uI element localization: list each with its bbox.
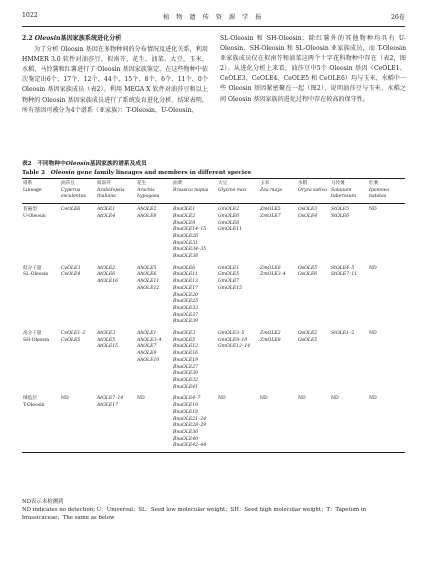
gene-name: CeOLE4 xyxy=(61,272,81,278)
not-detected-label: ND xyxy=(61,396,69,402)
gene-name: AhOLE2 xyxy=(137,207,157,213)
column-header-en: Solanum tuberosum xyxy=(331,187,357,200)
section-title-italic: Oleosin xyxy=(34,35,61,42)
body-paragraph-right: SL-Oleosin 和 SH-Oleosin；除红薯外的其他物种均具有 U-Oleosin、SH-Oleosin 和 SL-Oleosin 亚家族成员，而 T-Oleosin 亚家族成员仅在拟南芥和油菜这两个十字花科物种中存在（表2，图2）。从进化分析上来看，油莎豆中5个 Oleosin 基因（CeOLE1、CeOLE3、CeOLE4、CeOLE5 和 CeOLE6）均与玉米、水稻中一些 Oleosin 基因紧密聚在一起（图2），说明油莎豆与玉米、水稻之间 Oleosin 基因家族的进化过程中存在较高的保守性。 xyxy=(220,35,406,103)
gene-cell xyxy=(368,328,405,393)
not-detected-label: ND xyxy=(331,396,339,402)
gene-name: StOLE7–11 xyxy=(331,272,358,278)
table-caption-cn xyxy=(22,160,405,169)
gene-cell xyxy=(96,328,136,393)
gene-cell xyxy=(368,204,405,263)
gene-name: BnaOLE20 xyxy=(173,292,199,298)
caption-cn-suffix: 基因家族的谱系及成员 xyxy=(89,161,147,167)
gene-cell xyxy=(259,204,297,263)
gene-name: OsOLE2 xyxy=(298,331,318,337)
gene-name: ZmOLE3–4 xyxy=(260,272,286,278)
column-header xyxy=(136,179,172,204)
gene-name: GmOLE3–5 xyxy=(218,331,245,337)
gene-cell xyxy=(330,328,368,393)
gene-name: BnaOLE6 xyxy=(173,265,196,271)
gene-name: BnaOLE36 xyxy=(173,429,199,435)
column-header xyxy=(330,179,368,204)
header-rule xyxy=(22,26,405,27)
gene-cell xyxy=(136,204,172,263)
gene-name: BnaOLE27 xyxy=(173,364,199,370)
gene-cell xyxy=(172,263,217,328)
gene-name: ZmOLE8 xyxy=(260,337,281,343)
column-header xyxy=(96,179,136,204)
column-header-en: Zea mays xyxy=(260,187,283,193)
gene-name: StOLE4–5 xyxy=(331,265,355,271)
gene-cell xyxy=(217,328,259,393)
gene-name: BnaOLE25 xyxy=(173,299,199,305)
gene-name: AhOLE10 xyxy=(137,357,160,363)
gene-name: AtOLE1 xyxy=(97,207,116,213)
gene-cell xyxy=(259,328,297,393)
gene-name: ZmOLE2 xyxy=(260,331,281,337)
gene-name: AtOLE15 xyxy=(97,344,119,350)
not-detected-label: ND xyxy=(218,396,226,402)
column-header-cn: 水稻 xyxy=(298,181,308,186)
gene-name: ZmOLE7 xyxy=(260,213,281,219)
gene-name: BnaOLE42–44 xyxy=(173,443,207,449)
gene-cell xyxy=(172,393,217,452)
not-detected-label: ND xyxy=(369,207,377,213)
gene-name: AhOLE11 xyxy=(137,279,160,285)
gene-cell xyxy=(259,393,297,452)
note-en: ND indicates no detection; U：Universal；SL：Seed low molecular weight；SH：Seed high molecular weight；T：Tapetum in brassicaceae；The same as below xyxy=(22,507,367,521)
gene-name: BnaOLE31 xyxy=(173,240,199,246)
gene-name: GmOLE11 xyxy=(218,227,243,233)
gene-name: BnaOLE38 xyxy=(173,254,199,260)
section-title-rest: 基因家族系统进化分析 xyxy=(60,35,122,42)
gene-cell xyxy=(297,263,330,328)
caption-cn-italic: Oleosin xyxy=(65,161,90,167)
gene-name: AtOLE7–14 xyxy=(97,396,124,402)
oleosin-lineage-table xyxy=(22,178,405,453)
lineage-en: U-Oleosin xyxy=(23,213,46,219)
gene-cell xyxy=(96,263,136,328)
caption-en-prefix: Table 2 xyxy=(22,169,51,176)
gene-cell xyxy=(172,328,217,393)
not-detected-label: ND xyxy=(369,396,377,402)
gene-name: BnaOLE19 xyxy=(173,357,199,363)
column-header-cn: 玉米 xyxy=(260,181,270,186)
gene-name: BnaOLE40 xyxy=(173,436,199,442)
column-header-cn: 油莎豆 xyxy=(61,181,75,186)
gene-name: OsOLE3 xyxy=(298,207,318,213)
column-header xyxy=(217,179,259,204)
table-caption-en xyxy=(22,169,405,178)
left-column xyxy=(22,34,208,116)
gene-name: BnaOLE41 xyxy=(173,384,199,390)
lineage-cn: 绒毡层 xyxy=(23,396,37,402)
gene-name: AhOLE6 xyxy=(137,272,157,278)
column-header xyxy=(297,179,330,204)
column-header-cn: 谱系 xyxy=(23,181,33,186)
gene-cell xyxy=(60,204,96,263)
column-header-cn: 油菜 xyxy=(173,181,183,186)
gene-cell xyxy=(330,263,368,328)
gene-name: BnaOLE2 xyxy=(173,213,196,219)
gene-cell xyxy=(297,328,330,393)
column-header-en: Glycine max xyxy=(218,187,247,193)
table-body xyxy=(22,204,405,453)
gene-cell xyxy=(368,393,405,452)
not-detected-label: ND xyxy=(369,331,377,337)
gene-name: BnaOLE17 xyxy=(173,285,199,291)
column-header-cn: 马铃薯 xyxy=(331,181,345,186)
gene-name: BnaOLE33 xyxy=(173,305,199,311)
not-detected-label: ND xyxy=(298,396,306,402)
gene-name: AhOLE12 xyxy=(137,285,160,291)
gene-name: BnaOLE5 xyxy=(173,337,196,343)
gene-cell xyxy=(136,393,172,452)
gene-cell xyxy=(136,328,172,393)
table-notes xyxy=(22,498,405,522)
lineage-en: T-Oleosin xyxy=(23,403,45,409)
gene-name: OsOLE4 xyxy=(298,213,318,219)
gene-name: CeOLE1–2 xyxy=(61,331,86,337)
gene-name: GmOLE7 xyxy=(218,279,240,285)
gene-name: BnaOLE39 xyxy=(173,319,199,325)
gene-name: StOLE5 xyxy=(331,207,350,213)
gene-name: BnaOLE37 xyxy=(173,312,199,318)
gene-name: AtOLE17 xyxy=(97,403,119,409)
gene-cell xyxy=(96,204,136,263)
lineage-cell xyxy=(22,393,60,452)
journal-title: 植 物 遗 传 资 源 学 报 xyxy=(163,14,264,21)
column-header xyxy=(259,179,297,204)
lineage-cell xyxy=(22,328,60,393)
gene-name: AtOLE4 xyxy=(97,213,116,219)
column-header-cn: 红薯 xyxy=(369,181,379,186)
gene-cell xyxy=(96,393,136,452)
gene-name: OsOLE5 xyxy=(298,337,318,343)
gene-name: CeOLE3 xyxy=(61,265,81,271)
column-header-cn: 花生 xyxy=(137,181,147,186)
gene-cell xyxy=(217,393,259,452)
gene-cell xyxy=(217,204,259,263)
gene-name: BnaOLE10 xyxy=(173,403,199,409)
note-cn: ND表示未检测到 xyxy=(22,499,64,505)
lineage-cell xyxy=(22,204,60,263)
gene-name: BnaOLE16 xyxy=(173,351,199,357)
gene-name: GmOLE5 xyxy=(218,272,240,278)
gene-name: BnaOLE3 xyxy=(173,331,196,337)
gene-name: OsOLE6 xyxy=(298,272,318,278)
gene-cell xyxy=(60,328,96,393)
column-header-cn: 大豆 xyxy=(218,181,228,186)
column-header-en: Lineage xyxy=(23,187,42,193)
gene-cell xyxy=(60,263,96,328)
gene-name: GmOLE12–14 xyxy=(218,344,251,350)
column-header-en: Arabidopsis thaliana xyxy=(97,187,125,200)
gene-name: BnaOLE34–35 xyxy=(173,247,207,253)
column-header-en: Ipomoea batatas xyxy=(369,187,390,200)
gene-name: AtOLE2 xyxy=(97,265,116,271)
gene-cell xyxy=(297,393,330,452)
gene-cell xyxy=(136,263,172,328)
gene-name: BnaOLE30 xyxy=(173,371,199,377)
gene-name: ZmOLE5 xyxy=(260,207,281,213)
gene-cell xyxy=(172,204,217,263)
page-header xyxy=(22,12,405,24)
gene-name: BnaOLE1 xyxy=(173,207,196,213)
not-detected-label: ND xyxy=(260,396,268,402)
column-header xyxy=(172,179,217,204)
body-paragraph-left: 为了分析 Oleosin 基因在多物种间的分布情况及进化关系，利用 HMMER 3.0 软件对油莎豆、拟南芥、花生、油菜、大豆、玉米、水稻、马铃薯和红薯进行了 Oleosin 基因家族鉴定，在这些物种中依次鉴定出6个、17个、12个、44个、15个、8个、6个、11个、0个 Oleosin 基因家族成员（表2）。利用 MEGA X 软件对油莎豆和以上物种的 Oleosin 基因家族成员进行了系统发育进化分析。结果表明，所有基因可被分为4个谱系（亚家族）：T-Oleosin、U-Oleosin、 xyxy=(22,46,208,114)
gene-name: GmOLE15 xyxy=(218,285,243,291)
gene-name: OsOLE5 xyxy=(298,265,318,271)
caption-en-suffix: gene family lineages and members in different species xyxy=(74,169,251,176)
gene-name: BnaOLE21–24 xyxy=(173,416,207,422)
table-row xyxy=(22,263,405,328)
gene-cell xyxy=(259,263,297,328)
gene-cell xyxy=(330,393,368,452)
column-header-en: Oryza sativa xyxy=(298,187,327,193)
gene-name: AtOLE16 xyxy=(97,279,119,285)
gene-name: GmOLE6 xyxy=(218,213,240,219)
gene-name: BnaOLE26 xyxy=(173,233,199,239)
lineage-cn: 高分子量 xyxy=(23,331,42,337)
gene-name: BnaOLE13 xyxy=(173,279,199,285)
gene-cell xyxy=(297,204,330,263)
lineage-cn: 低分子量 xyxy=(23,265,42,271)
section-number: 2.2 xyxy=(22,35,33,42)
gene-name: AhOLE1 xyxy=(137,331,157,337)
gene-name: StOLE6 xyxy=(331,213,350,219)
gene-name: GmOLE9–10 xyxy=(218,337,248,343)
column-header xyxy=(22,179,60,204)
gene-name: StOLE1–2 xyxy=(331,331,355,337)
table-captions xyxy=(22,160,405,177)
lineage-cn: 普遍型 xyxy=(23,207,37,213)
not-detected-label: ND xyxy=(137,396,145,402)
gene-name: BnaOLE32 xyxy=(173,377,199,383)
gene-name: BnaOLE14–15 xyxy=(173,227,207,233)
caption-en-italic: Oleosin xyxy=(50,169,75,176)
column-header-cn: 拟南芥 xyxy=(97,181,111,186)
gene-name: AhOLE8 xyxy=(137,213,157,219)
right-column xyxy=(220,34,406,105)
column-header-en: Arachis hypogaea xyxy=(137,187,160,200)
table-row xyxy=(22,328,405,393)
page-number: 1022 xyxy=(22,12,38,19)
gene-cell xyxy=(60,393,96,452)
gene-name: AtOLE6 xyxy=(97,272,116,278)
gene-name: AhOLE3–4 xyxy=(137,337,162,343)
gene-name: AhOLE5 xyxy=(137,265,157,271)
lineage-cell xyxy=(22,263,60,328)
gene-name: AhOLE7 xyxy=(137,344,157,350)
not-detected-label: ND xyxy=(369,265,377,271)
table-header-row xyxy=(22,179,405,204)
column-header-en: Cyperus esculentus xyxy=(61,187,86,200)
gene-name: BnaOLE18 xyxy=(173,409,199,415)
gene-cell xyxy=(368,263,405,328)
column-header-en: Brassica napus xyxy=(173,187,209,193)
gene-name: GmOLE8 xyxy=(218,220,240,226)
gene-name: BnaOLE11 xyxy=(173,272,199,278)
gene-name: AhOLE9 xyxy=(137,351,157,357)
lineage-en: SL-Oleosin xyxy=(23,272,49,278)
gene-name: GmOLE2 xyxy=(218,207,240,213)
column-header xyxy=(368,179,405,204)
table-row xyxy=(22,204,405,263)
gene-name: CeOLE5 xyxy=(61,337,81,343)
section-title xyxy=(22,34,208,44)
gene-name: GmOLE1 xyxy=(218,265,240,271)
column-header xyxy=(60,179,96,204)
lineage-en: SH-Oleosin xyxy=(23,337,50,343)
gene-name: ZmOLE6 xyxy=(260,265,281,271)
gene-name: AtOLE5 xyxy=(97,337,116,343)
table-row xyxy=(22,393,405,452)
issue-label: 26卷 xyxy=(390,14,405,21)
gene-name: BnaOLE9 xyxy=(173,220,196,226)
gene-name: BnaOLE12 xyxy=(173,344,199,350)
gene-name: CeOLE6 xyxy=(61,207,81,213)
gene-name: BnaOLE28–29 xyxy=(173,423,207,429)
caption-cn-prefix: 表2 不同物种中 xyxy=(22,161,66,167)
gene-name: BnaOLE4–7 xyxy=(173,396,201,402)
gene-cell xyxy=(217,263,259,328)
gene-name: AtOLE3 xyxy=(97,331,116,337)
gene-cell xyxy=(330,204,368,263)
